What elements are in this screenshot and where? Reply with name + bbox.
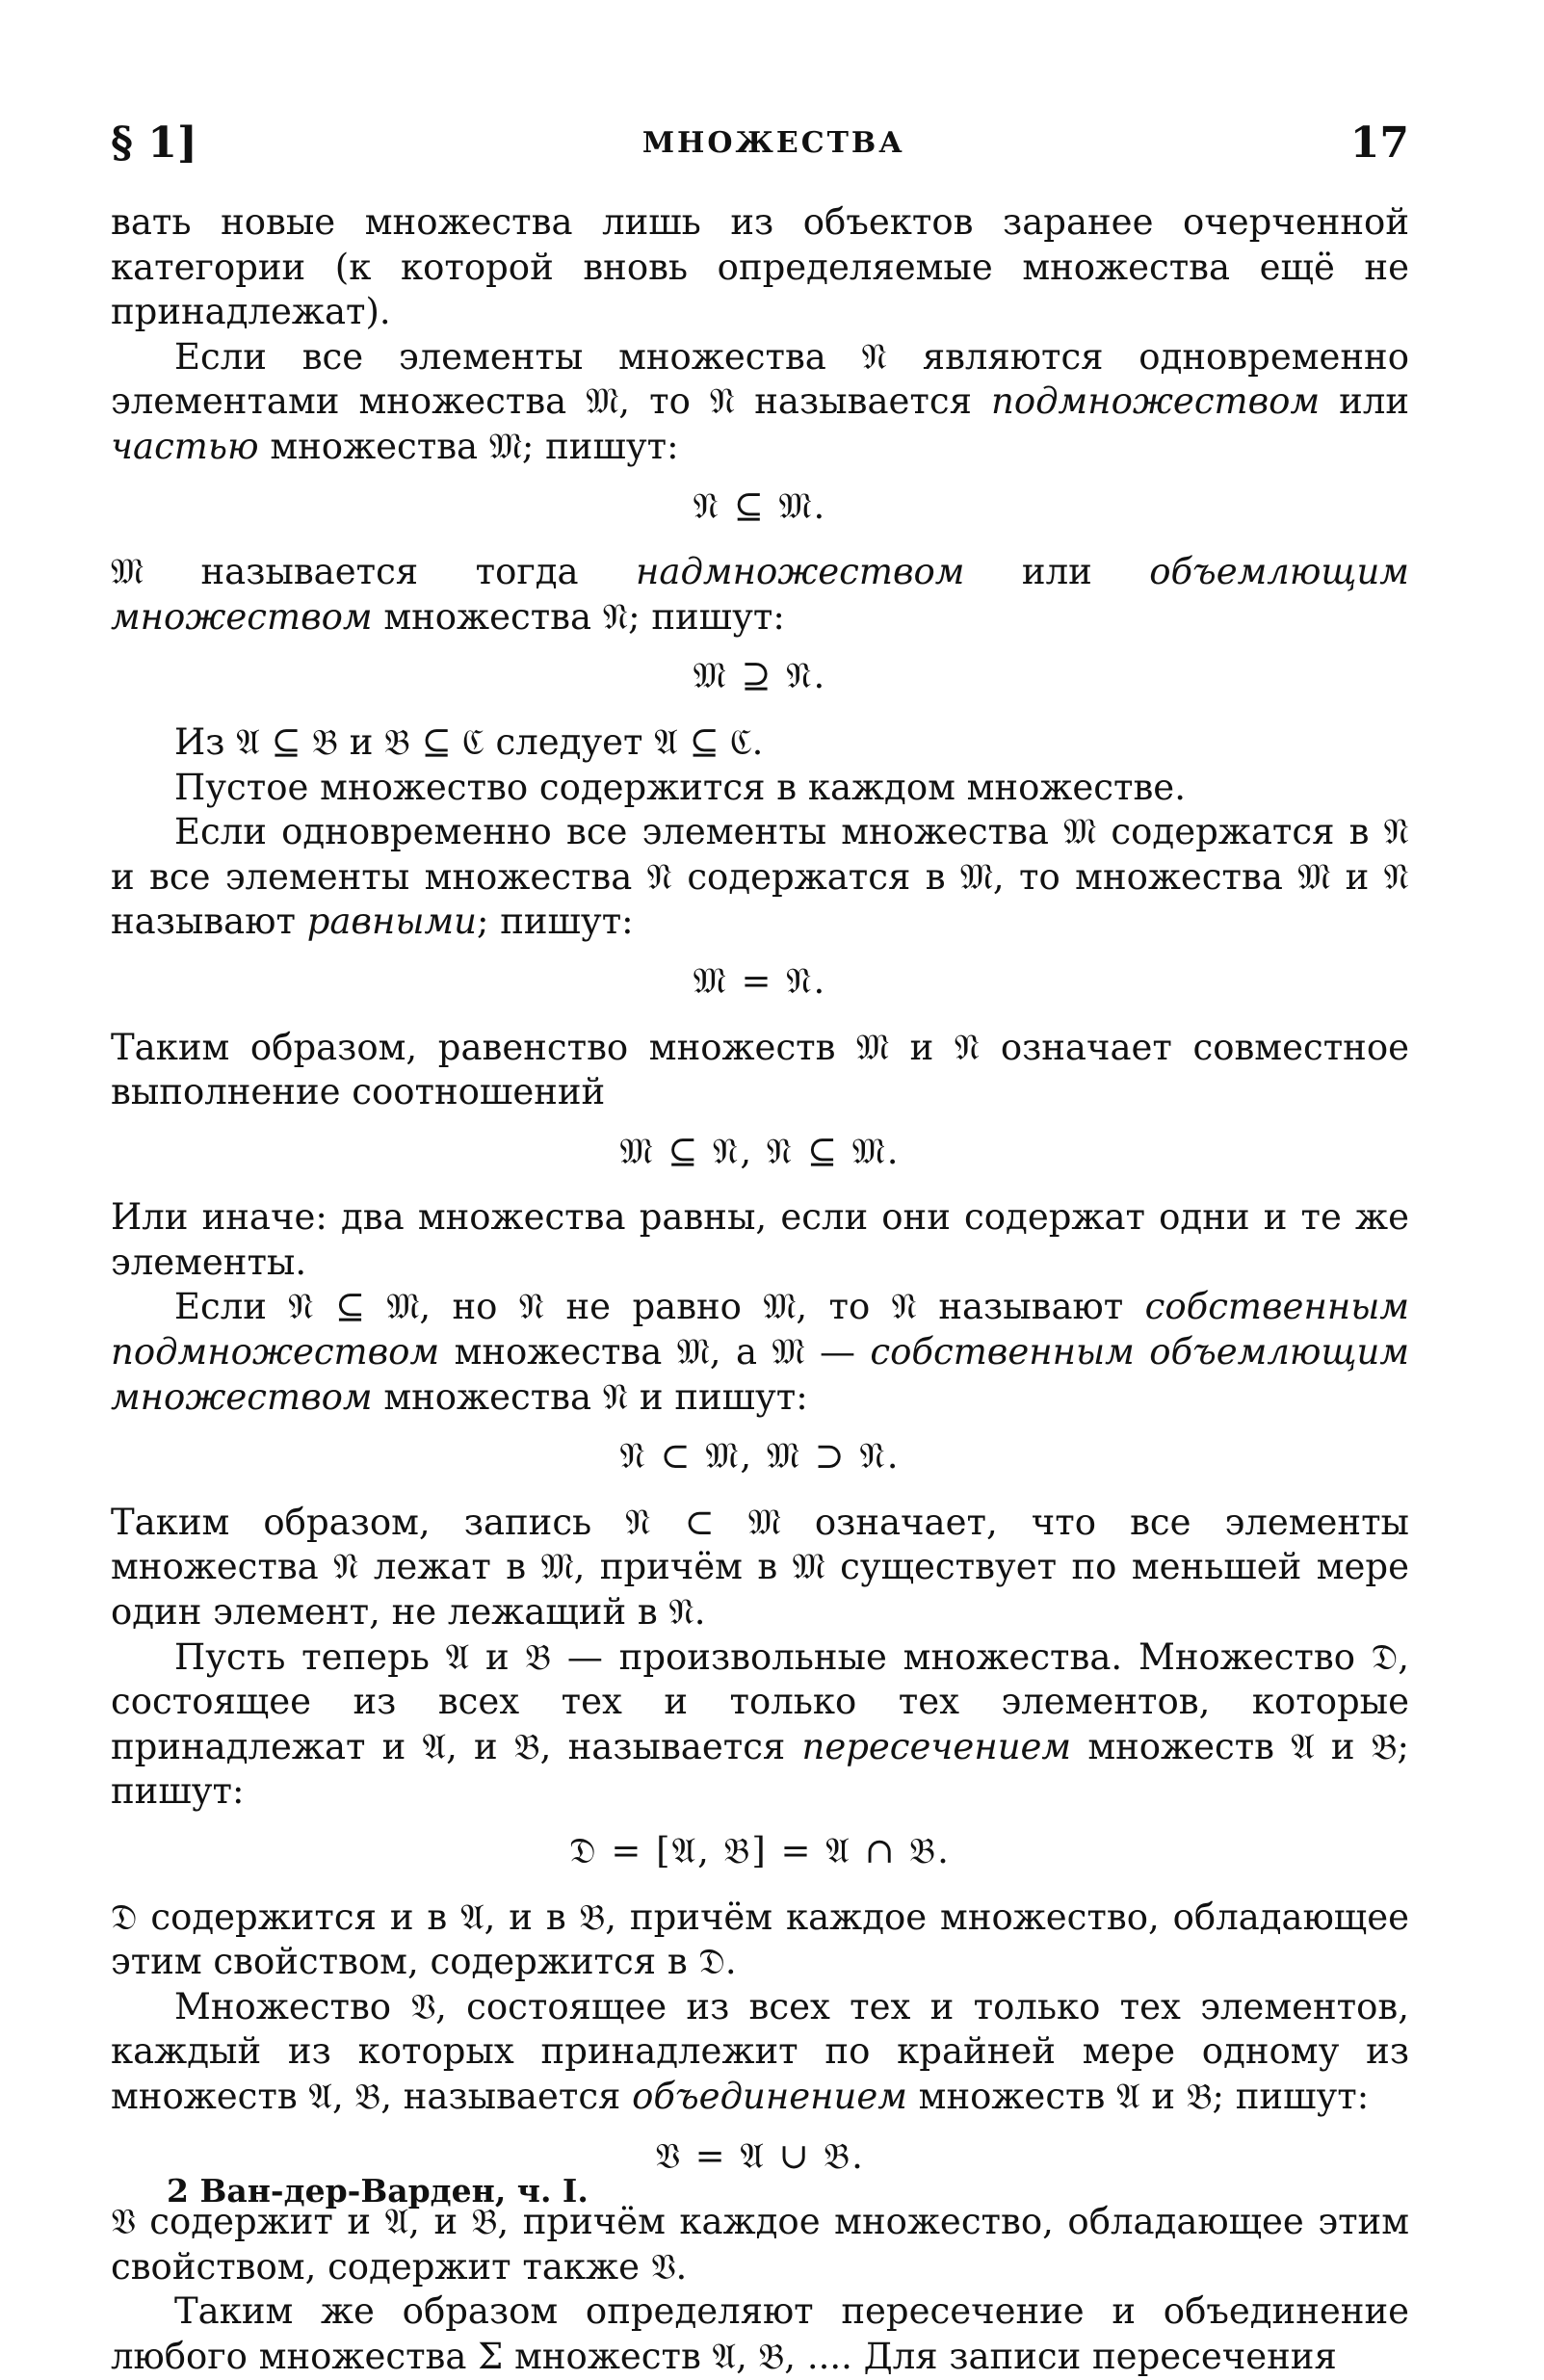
paragraph: Таким образом, равенство множеств 𝔐 и 𝔑 означает совместное выполнение соотношений: [111, 1026, 1409, 1113]
formula: 𝔙 = 𝔄 ∪ 𝔅.: [655, 2134, 865, 2177]
term: равными: [306, 901, 477, 943]
running-header: [111, 114, 1409, 171]
term: надмножеством: [636, 551, 965, 593]
term: подмножеством: [990, 380, 1321, 423]
signature-mark: 2 Ван-дер-Варден, ч. I.: [167, 2172, 589, 2210]
section-mark: § 1]: [111, 118, 197, 168]
paragraph: 𝔇 содержится и в 𝔄, и в 𝔅, причём каждое множество, обладающее этим свойством, содержится в 𝔇.: [111, 1896, 1409, 1983]
formula: 𝔐 ⊇ 𝔑.: [693, 655, 827, 697]
formula: 𝔇 = [𝔄, 𝔅] = 𝔄 ∩ 𝔅.: [569, 1830, 951, 1871]
paragraph: 𝔐 называется тогда надмножеством или объемлющим множеством множества 𝔑; пишут:: [111, 551, 1409, 638]
term: объемлющим множеством: [111, 551, 1409, 638]
term: объединением: [632, 2075, 907, 2117]
term: собственным объемлющим множеством: [111, 1331, 1410, 1418]
paragraph: Таким образом, запись 𝔑 ⊂ 𝔐 означает, что все элементы множества 𝔑 лежат в 𝔐, причём в 𝔐 существует по меньшей мере один элемент, не лежащий в 𝔑.: [111, 1501, 1409, 1634]
paragraph: Пусть теперь 𝔄 и 𝔅 — произвольные множества. Множество 𝔇, состоящее из всех тех и только тех элементов, которые принадлежат и 𝔄, и 𝔅, называется пересечением множеств 𝔄 и 𝔅; пишут:: [111, 1635, 1409, 1813]
paragraph: Из 𝔄 ⊆ 𝔅 и 𝔅 ⊆ ℭ следует 𝔄 ⊆ ℭ.: [174, 720, 764, 763]
paragraph: 𝔙 содержит и 𝔄, и 𝔅, причём каждое множество, обладающее этим свойством, содержит также 𝔙.: [111, 2201, 1409, 2288]
paragraph: Множество 𝔙, состоящее из всех тех и только тех элементов, каждый из которых принадлежит по крайней мере одному из множеств 𝔄, 𝔅, называется объединением множеств 𝔄 и 𝔅; пишут:: [111, 1985, 1409, 2117]
term: собственным подмножеством: [111, 1286, 1409, 1373]
term: пересечением: [801, 1725, 1072, 1767]
page-body: [111, 200, 1409, 2380]
term: частью: [111, 425, 259, 467]
formula: 𝔑 ⊂ 𝔐, 𝔐 ⊃ 𝔑.: [619, 1435, 901, 1478]
paragraph: Если все элементы множества 𝔑 являются одновременно элементами множества 𝔐, то 𝔑 называется подмножеством или частью множества 𝔐; пишут:: [111, 335, 1409, 467]
page-number: 17: [1349, 118, 1409, 168]
paragraph: вать новые множества лишь из объектов заранее очерченной категории (к которой вновь определяемые множества ещё не принадлежат).: [111, 201, 1409, 333]
formula: 𝔐 = 𝔑.: [693, 959, 827, 1002]
paragraph: Таким же образом определяют пересечение и объединение любого множества Σ множеств 𝔄, 𝔅, .... Для записи пересечения: [111, 2290, 1409, 2377]
paragraph: Пустое множество содержится в каждом множестве.: [174, 766, 1186, 808]
paragraph: Если одновременно все элементы множества 𝔐 содержатся в 𝔑 и все элементы множества 𝔑 содержатся в 𝔐, то множества 𝔐 и 𝔑 называют равными; пишут:: [111, 811, 1409, 943]
paragraph: Или иначе: два множества равны, если они содержат одни и те же элементы.: [111, 1196, 1409, 1283]
paragraph: Если 𝔑 ⊆ 𝔐, но 𝔑 не равно 𝔐, то 𝔑 называют собственным подмножеством множества 𝔐, а 𝔐 — собственным объемлющим множеством множества 𝔑 и пишут:: [111, 1286, 1410, 1418]
running-title: МНОЖЕСТВА: [641, 125, 905, 160]
formula: 𝔐 ⊆ 𝔑, 𝔑 ⊆ 𝔐.: [619, 1130, 901, 1172]
formula: 𝔑 ⊆ 𝔐.: [693, 484, 827, 527]
